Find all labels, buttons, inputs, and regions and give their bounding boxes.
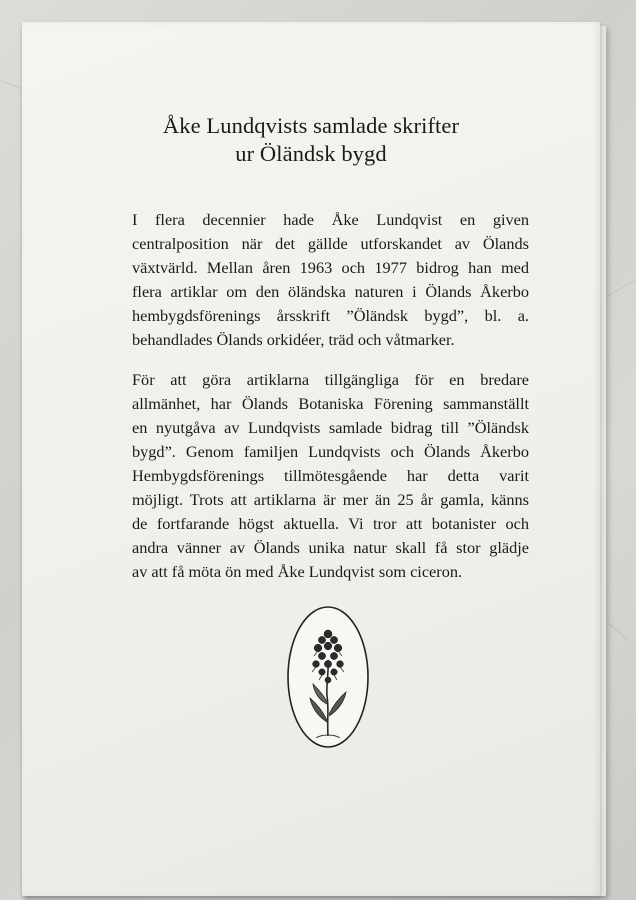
paragraph-2-line: möjligt. Trots att artiklarna är mer än 25 år gamla, känns <box>132 490 529 509</box>
paragraph-2-line: För att göra artiklarna tillgängliga för en bredare <box>132 370 529 389</box>
orchid-emblem-icon <box>286 604 370 750</box>
paragraph-1-line: hembygdsförenings årsskrift ”Öländsk bygd”, bl. a. <box>132 306 529 325</box>
paragraph-1-line: centralposition när det gällde utforskandet av Ölands <box>132 234 529 253</box>
paragraph-2-line: de fortfarande högst aktuella. Vi tror att botanister och <box>132 514 529 533</box>
paragraph-2-line: bygd”. Genom familjen Lundqvists och Ölands Åkerbo <box>132 442 529 461</box>
paragraph-2-line: en nyutgåva av Lundqvists samlade bidrag till ”Öländsk <box>132 418 529 437</box>
paragraph-2-line: Hembygdsförenings tillmötesgående har detta varit <box>132 466 529 485</box>
paragraph-2-line: allmänhet, har Ölands Botaniska Förening sammanställt <box>132 394 529 413</box>
book-title-line-1: Åke Lundqvists samlade skrifter <box>162 113 460 138</box>
paragraph-1-line: I flera decennier hade Åke Lundqvist en given <box>132 210 529 229</box>
paragraph-2-line: andra vänner av Ölands unika natur skall få stor glädje <box>132 538 529 557</box>
marble-vein <box>605 620 629 640</box>
paragraph-1-line: växtvärld. Mellan åren 1963 och 1977 bidrog han med <box>132 258 529 277</box>
paragraph-1-line: flera artiklar om den öländska naturen i Ölands Åkerbo <box>132 282 529 301</box>
paragraph-2-line: av att få möta ön med Åke Lundqvist som ciceron. <box>132 562 463 581</box>
book-title-line-2: ur Öländsk bygd <box>235 141 387 166</box>
book-back-cover <box>22 22 600 896</box>
paragraph-1-line: behandlades Ölands orkidéer, träd och våtmarker. <box>132 330 455 349</box>
